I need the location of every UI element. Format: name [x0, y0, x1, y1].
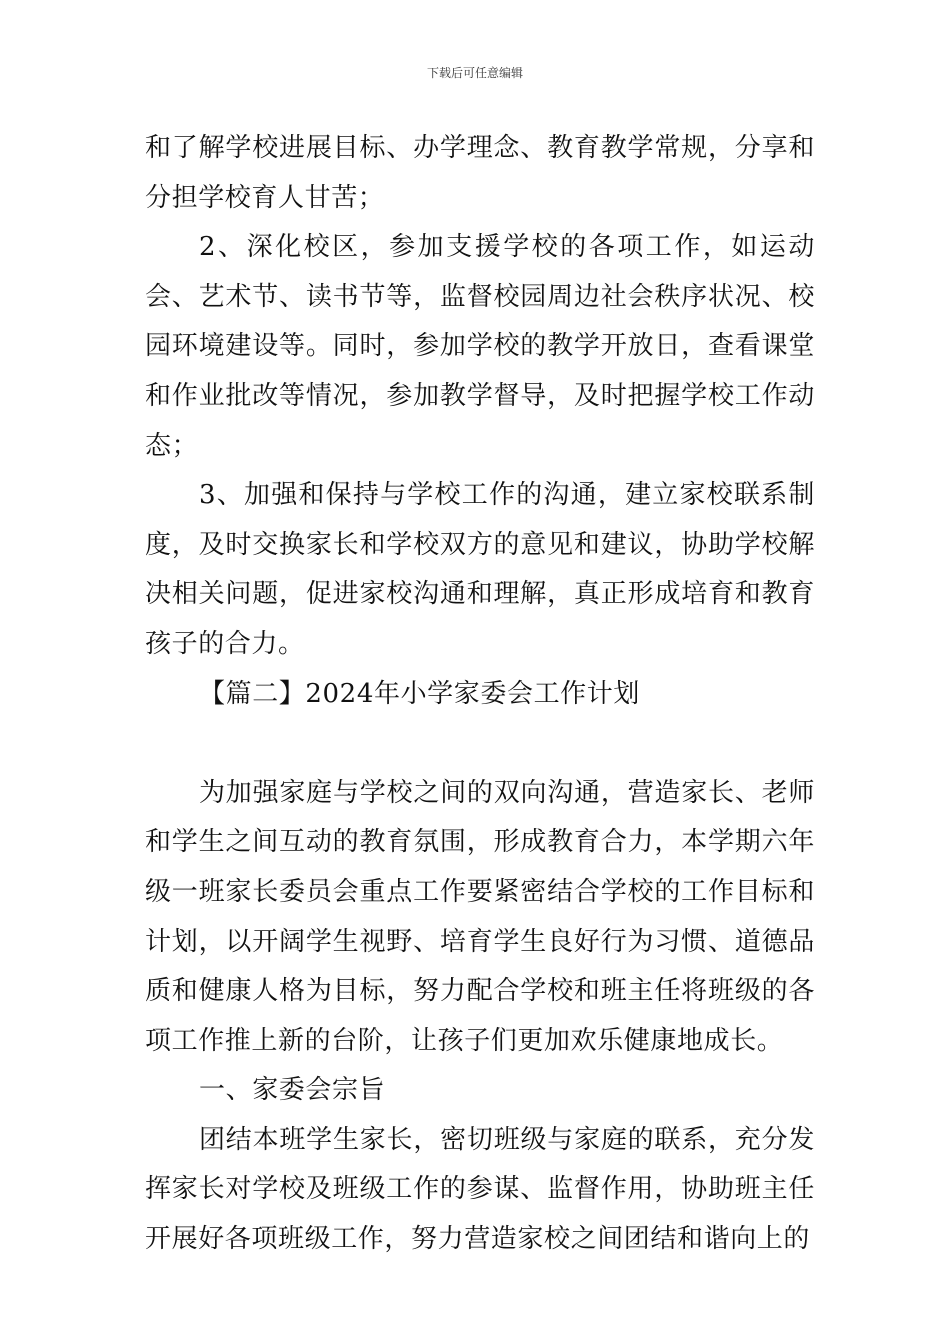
blank-line	[145, 719, 815, 769]
subheading-purpose: 一、家委会宗旨	[199, 1075, 386, 1106]
paragraph-intro: 为加强家庭与学校之间的双向沟通，营造家长、老师和学生之间互动的教育氛围，形成教育合力，本学期六年级一班家长委员会重点工作要紧密结合学校的工作目标和计划，以开阔学生视野、培育学生良好行为习惯、道德品质和健康人格为目标，努力配合学校和班主任将班级的各项工作推上新的台阶，让孩子们更加欢乐健康地成长。	[145, 777, 815, 1056]
page-header: 下载后可任意编辑	[426, 66, 523, 80]
document-body	[145, 124, 815, 1265]
paragraph-continuation: 和了解学校进展目标、办学理念、教育教学常规，分享和分担学校育人甘苦；	[145, 133, 815, 213]
paragraph-item-2: 2、深化校区，参加支援学校的各项工作，如运动会、艺术节、读书节等，监督校园周边社会秩序状况、校园环境建设等。同时，参加学校的教学开放日，查看课堂和作业批改等情况，参加教学督导，及时把握学校工作动态；	[145, 232, 815, 461]
paragraph-item-3: 3、加强和保持与学校工作的沟通，建立家校联系制度，及时交换家长和学校双方的意见和建议，协助学校解决相关问题，促进家校沟通和理解，真正形成培育和教育孩子的合力。	[145, 480, 815, 659]
paragraph-purpose: 团结本班学生家长，密切班级与家庭的联系，充分发挥家长对学校及班级工作的参谋、监督作用，协助班主任开展好各项班级工作，努力营造家校之间团结和谐向上的	[145, 1124, 815, 1255]
section-heading: 【篇二】2024年小学家委会工作计划	[199, 678, 640, 709]
